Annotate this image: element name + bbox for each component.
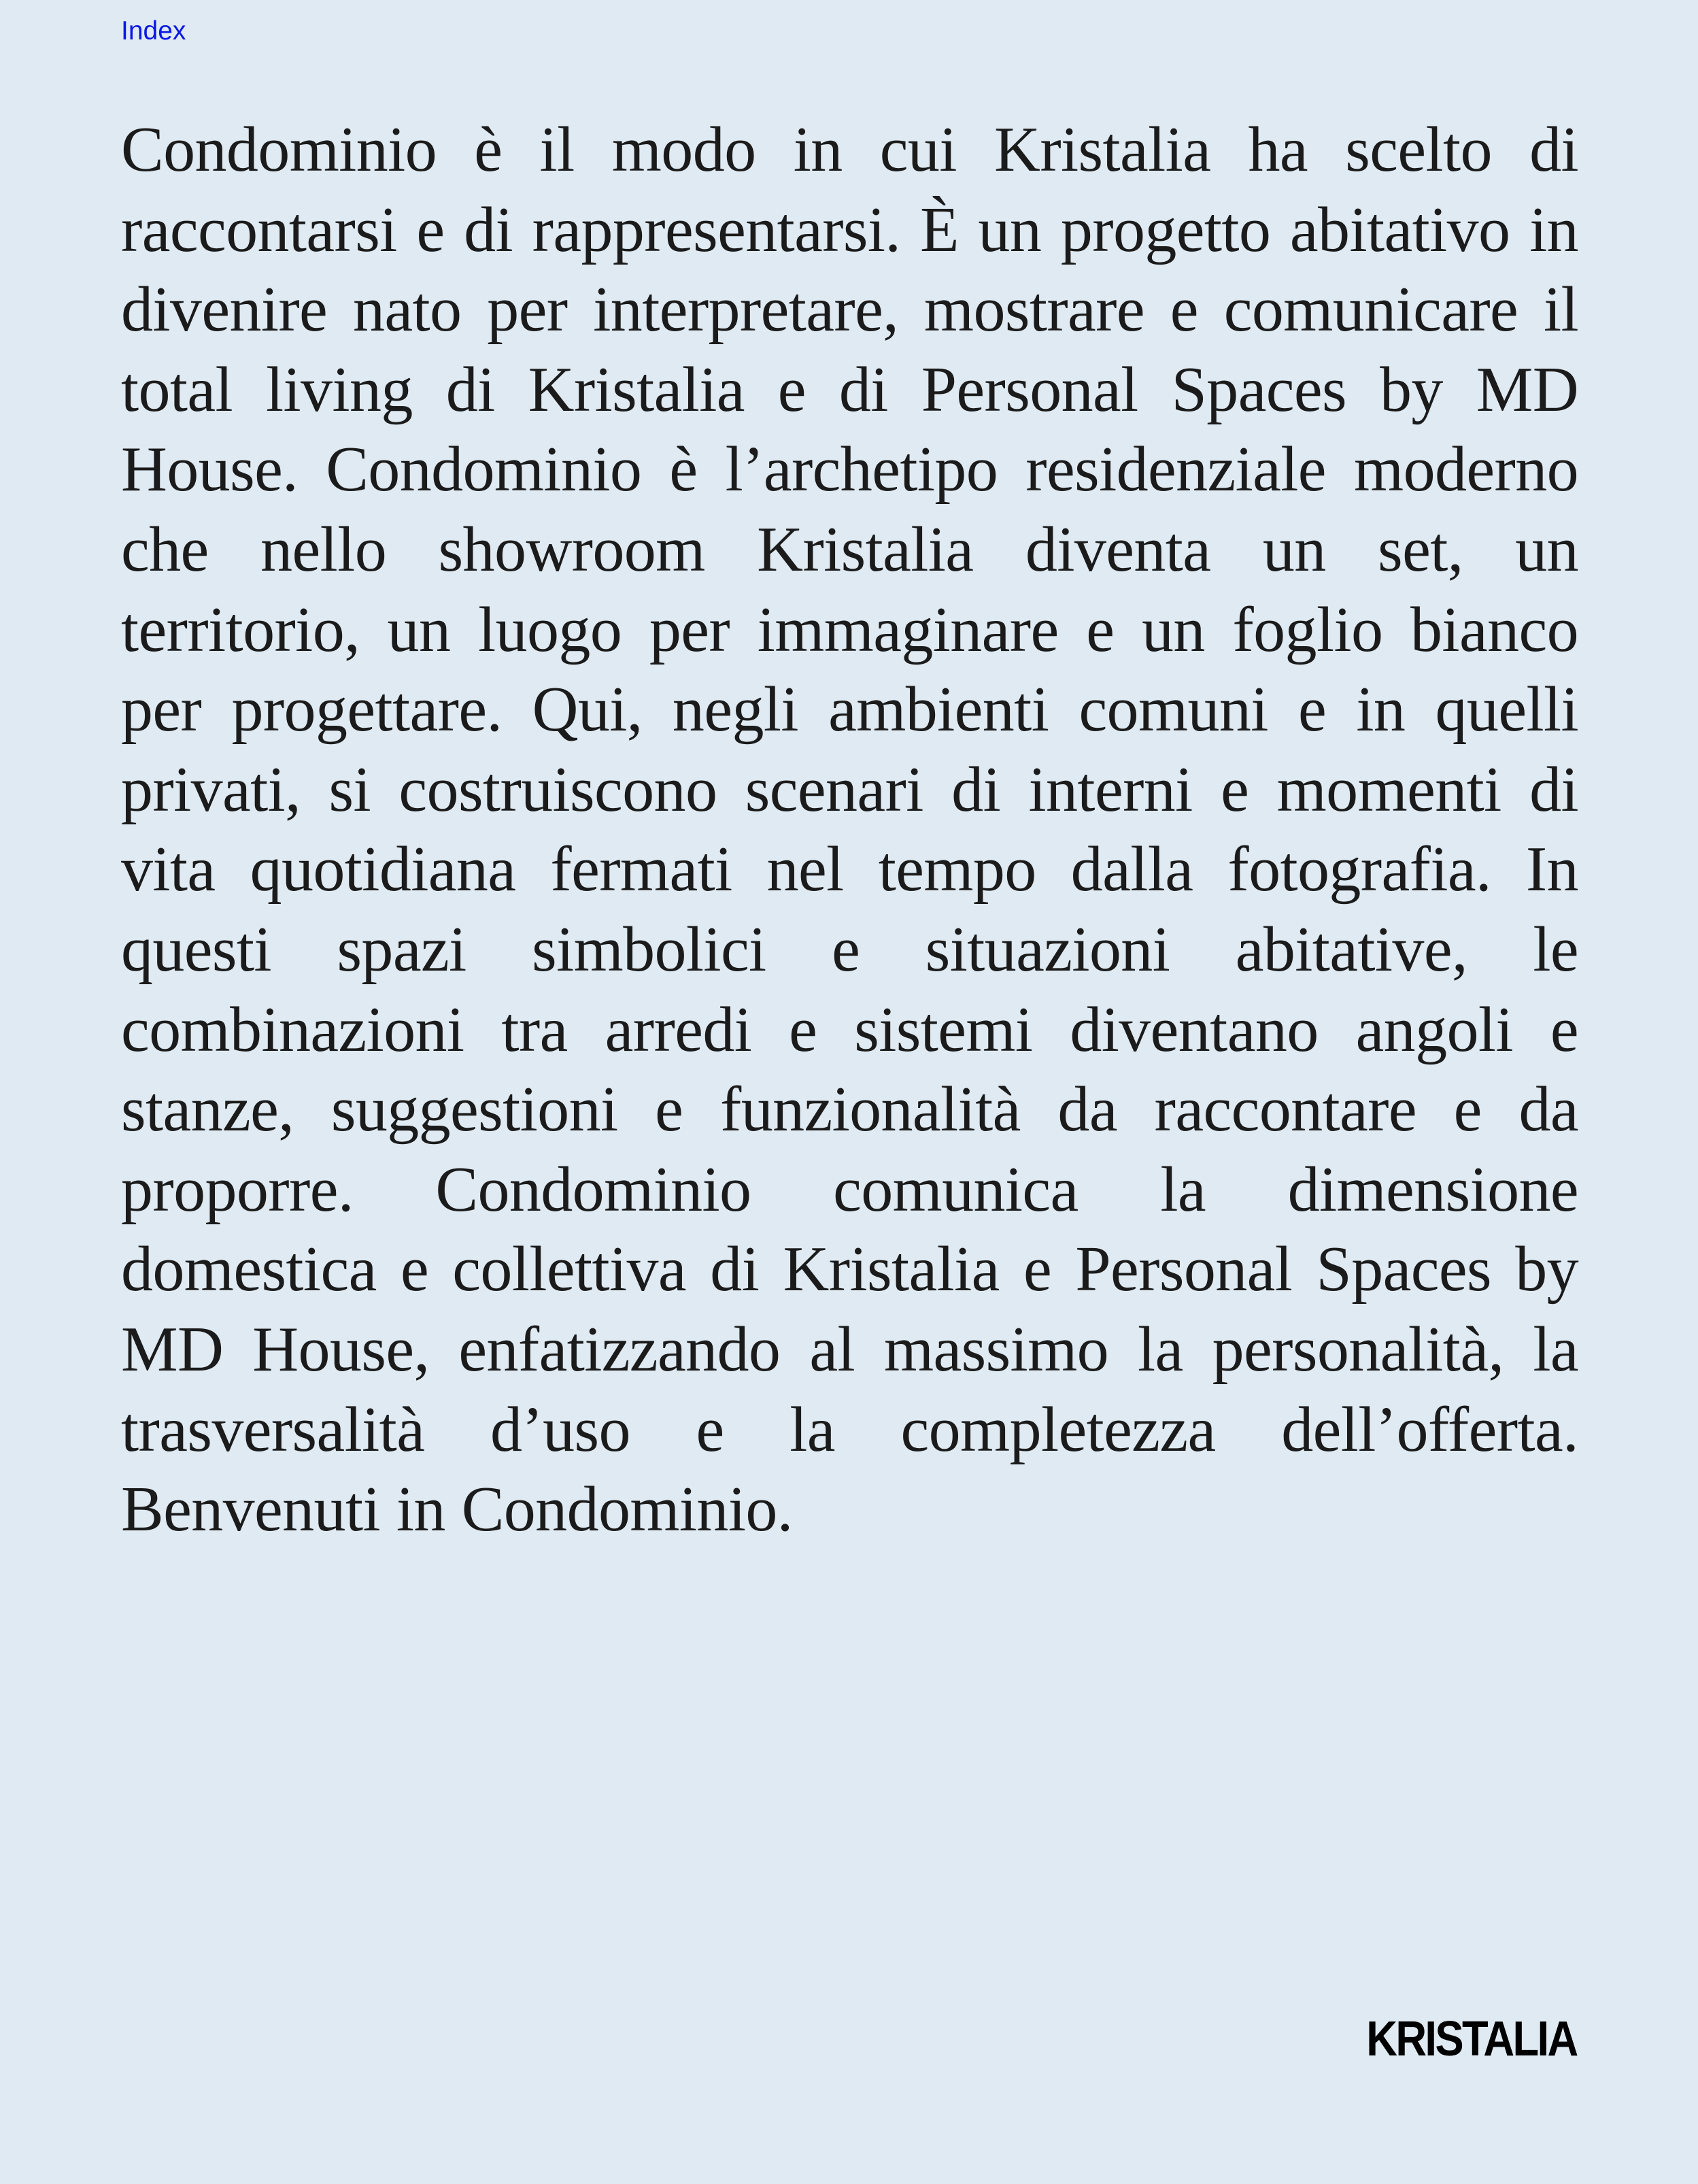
kristalia-logo: KRISTALIA [1366,2012,1577,2066]
intro-paragraph: Condominio è il modo in cui Kristalia ha scelto di raccontarsi e di rappresentarsi. È un progetto abitativo in divenire nato per interpretare, mostrare e comunicare il total living di Kristalia e di Personal Spaces by MD House. Condominio è l’archetipo residenziale moderno che nello showroom Kristalia diventa un set, un territorio, un luogo per immaginare e un foglio bianco per progettare. Qui, negli ambienti comuni e in quelli privati, si costruiscono scenari di interni e momenti di vita quotidiana fermati nel tempo dalla fotografia. In questi spazi simbolici e situazioni abitative, le combinazioni tra arredi e sistemi diventano angoli e stanze, suggestioni e funzionalità da raccontare e da proporre. Condominio comunica la dimensione domestica e collettiva di Kristalia e Personal Spaces by MD House, enfatizzando al massimo la personalità, la trasversalità d’uso e la completezza dell’offerta. Benvenuti in Condominio. [121,114,1578,1545]
index-link[interactable]: Index [121,16,186,46]
